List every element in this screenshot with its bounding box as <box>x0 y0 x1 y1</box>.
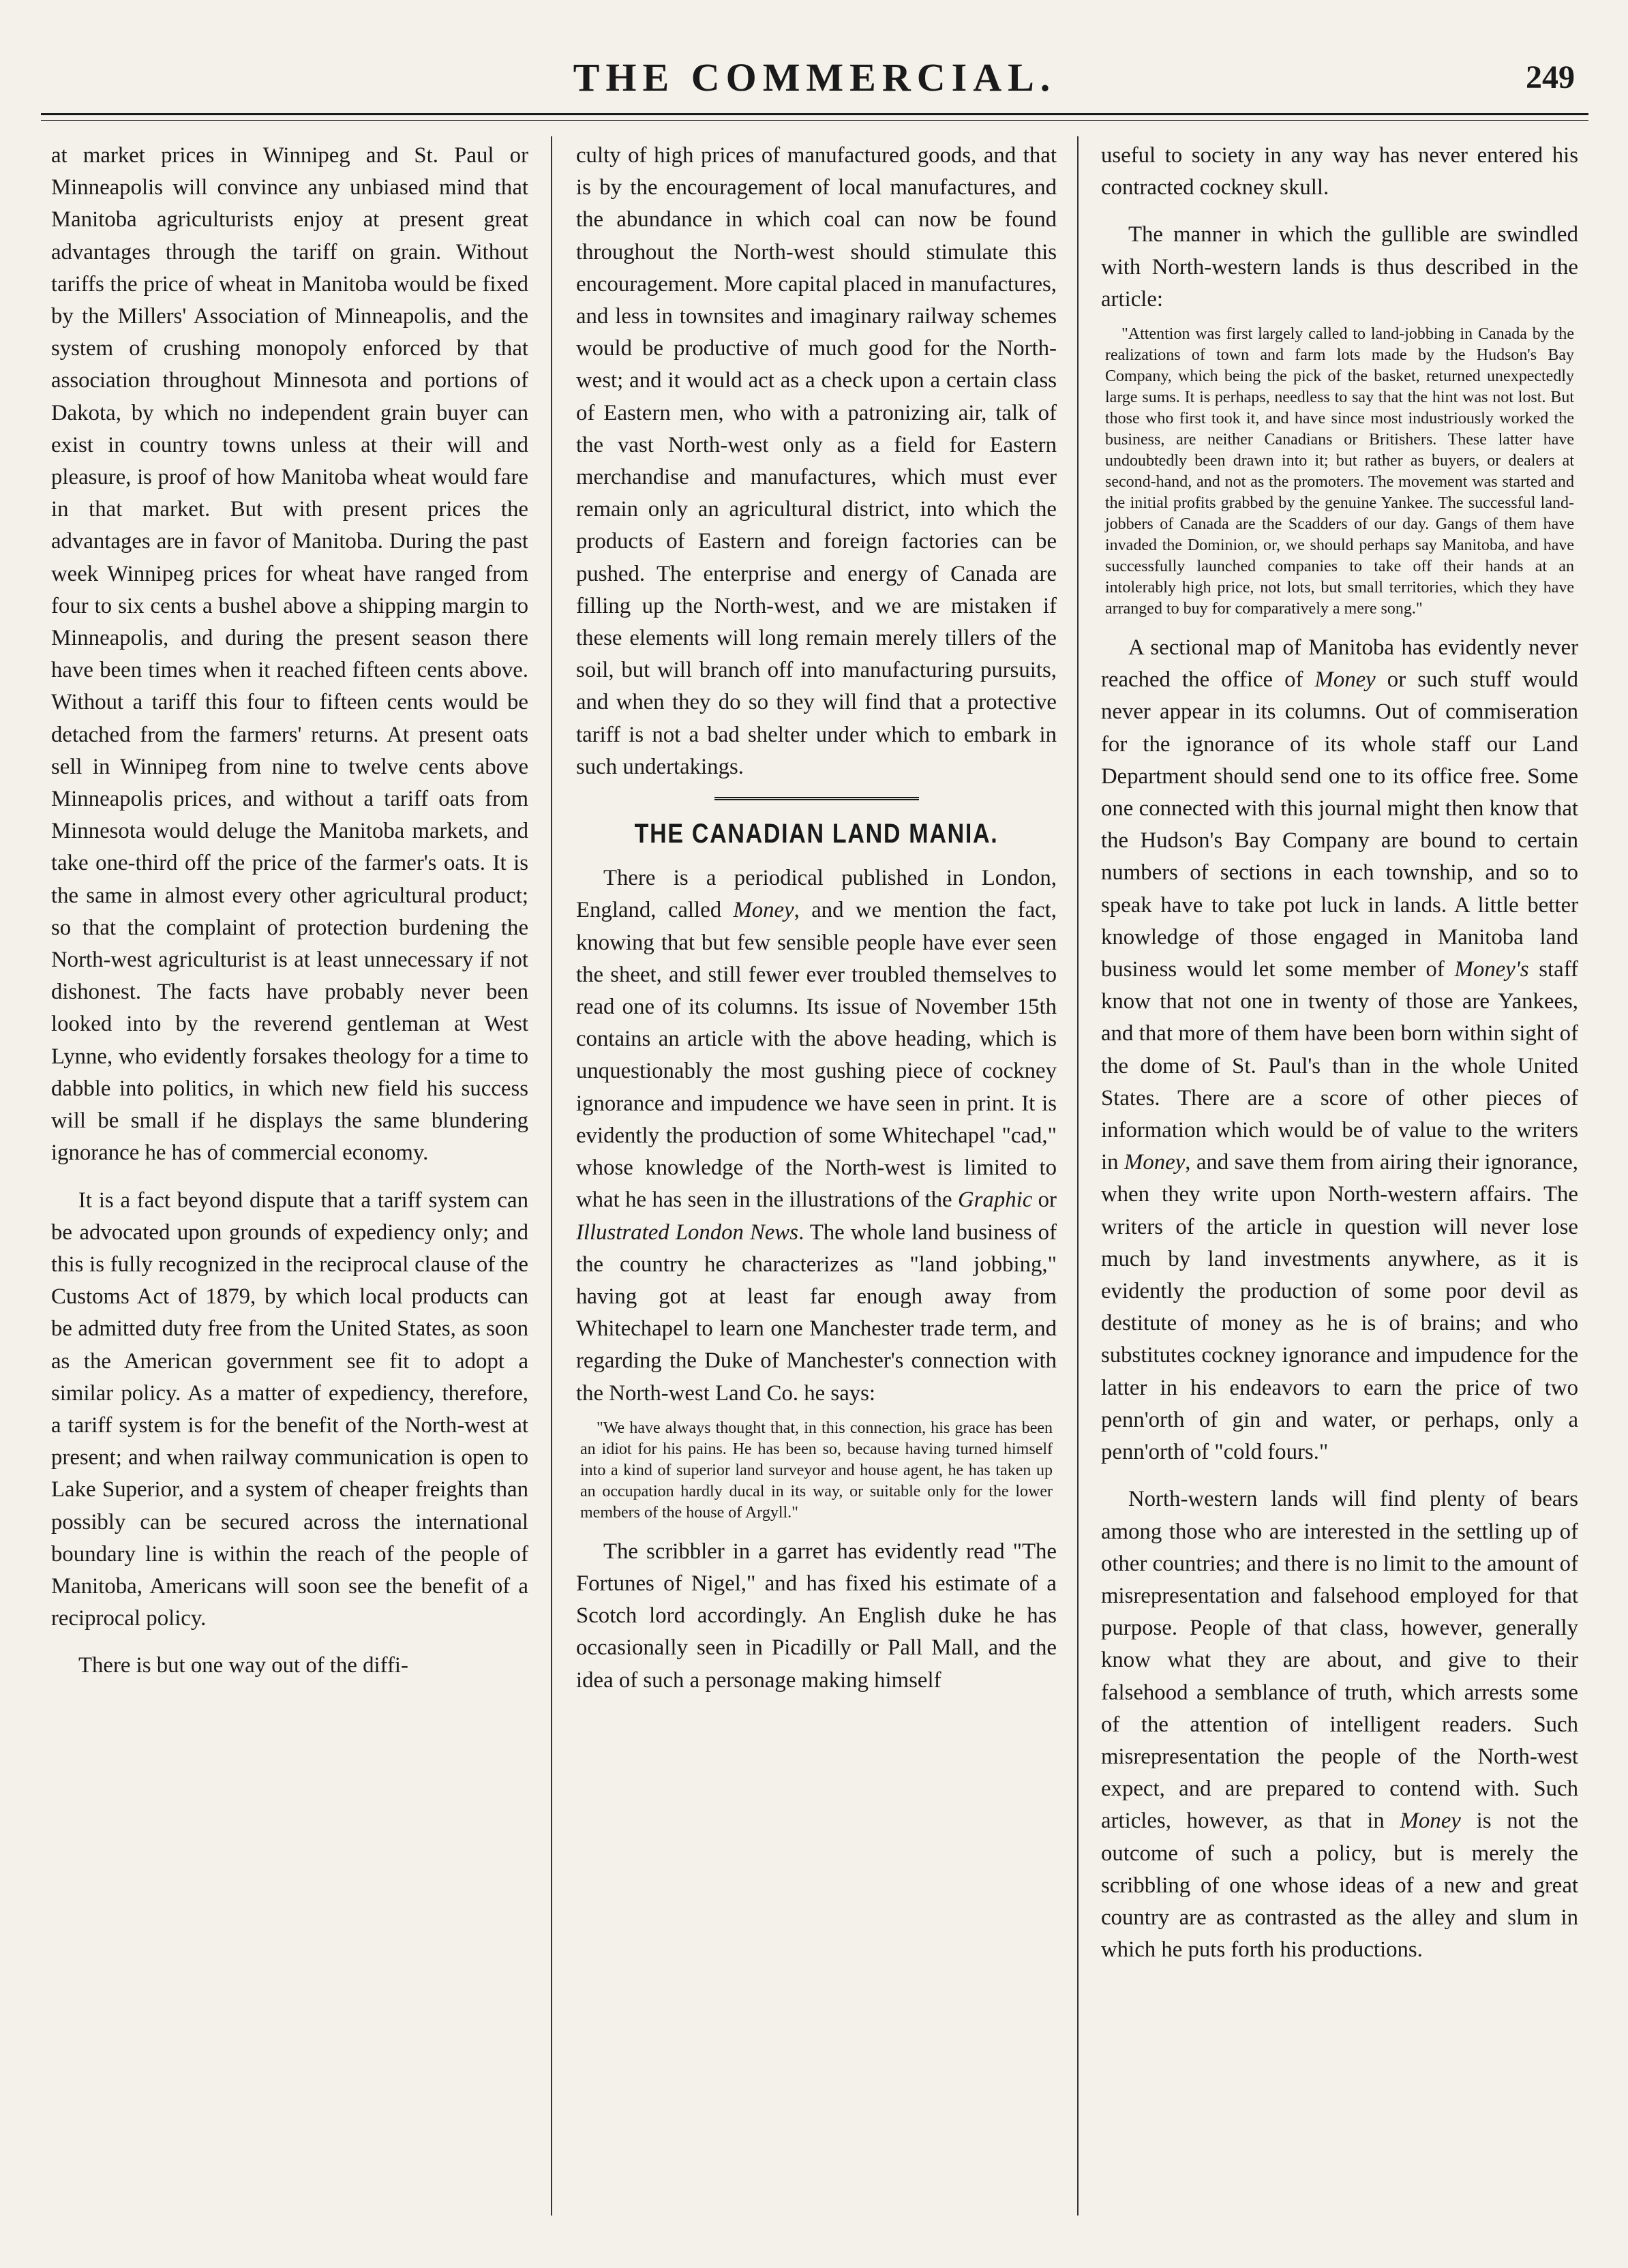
text-run: . The whole land business of the country he characterizes as "land jobbing," having got at least far enough away from Whitechapel to learn one Manchester trade term, and regarding the Duke of Manchester's connection with the North-west Land Co. he says: <box>576 1220 1057 1406</box>
text-run: or <box>1032 1188 1057 1213</box>
article-paragraph <box>576 862 1057 1409</box>
masthead <box>41 55 1588 130</box>
text-run: is not the outcome of such a policy, but is merely the scribbling of one whose ideas of a new and great country are as contrasted as the alley and slum in which he puts forth his productions. <box>1101 1809 1578 1963</box>
article-paragraph: There is but one way out of the diffi- <box>78 1653 408 1678</box>
text-run: North-western lands will find plenty of bears among those who are interested in the settling up of other countries; and there is no limit to the amount of misrepresentation and falsehood employed for that purpose. People of that class, however, generally know what they are about, and give to their falsehood a semblance of truth, which arrests some of the attention of intelligent readers. Such misrepresentation the people of the North-west expect, and are prepared to contend with. Such articles, however, as that in <box>1101 1487 1578 1834</box>
article-paragraph: at market prices in Winnipeg and St. Paul or Minneapolis will convince any unbiased mind that Manitoba agriculturists enjoy at present great advantages through the tariff on grain. Without tariffs the price of wheat in Manitoba would be fixed by the Millers' Association of Minneapolis, and the system of crushing monopoly enforced by that association throughout Minnesota and portions of Dakota, by which no independent grain buyer can exist in country towns unless at their will and pleasure, is proof of how Manitoba wheat would fare in that market. But with present prices the advantages are in favor of Manitoba. During the past week Winnipeg prices for wheat have ranged from four to six cents a bushel above a shipping margin to Minneapolis, and during the present season there have been times when it reached fifteen cents above. Without a tariff this four to fifteen cents would be detached from the farmers' returns. At present oats sell in Winnipeg from nine to twelve cents above Minneapolis prices, and without a tariff oats from Minnesota would deluge the Manitoba markets, and take one-third off the price of the farmer's oats. It is the same in almost every other agricultural product; so that the complaint of protection burdening the North-west agriculturist is at least unnecessary if not dishonest. The facts have probably never been looked into by the reverend gentleman at West Lynne, who evidently forsakes theology for a time to dabble into politics, in which new field his success will be small if he displays the same blundering ignorance he has of commercial economy. <box>51 143 528 1166</box>
text-run: or such stuff would never appear in its columns. Out of commiseration for the ignorance of its whole staff our Land Department should send one to its office free. Some one connected with this journal might then know that the Hudson's Bay Company are bound to certain numbers of sections in each township, and so to speak have to take pot luck in lands. A little better knowledge of those engaged in Manitoba land business would let some member of <box>1101 667 1578 982</box>
column-divider-1 <box>551 136 552 2216</box>
text-run: , and we mention the fact, knowing that but few sensible people have ever seen the sheet, and still fewer ever troubled themselves to read one of its columns. Its issue of November 15th contains an article with the above heading, which is unquestionably the most gushing piece of cockney ignorance and impudence we have seen in print. It is evidently the production of some Whitechapel "cad," whose knowledge of the North-west is limited to what he has seen in the illustrations of the <box>576 898 1057 1213</box>
column-3 <box>1101 140 1578 2212</box>
article-paragraph <box>1101 632 1578 1468</box>
publication-name: Money <box>1314 667 1376 693</box>
heading-rule <box>714 797 919 803</box>
article-paragraph: It is a fact beyond dispute that a tariff system can be advocated upon grounds of expediency only; and this is fully recognized in the reciprocal clause of the Customs Act of 1879, by which local products can be admitted duty free from the United States, as soon as the American government see fit to adopt a similar policy. As a matter of expediency, therefore, a tariff system is for the benefit of the North-west at present; and when railway communication is open to Lake Superior, and a system of cheaper freights than possibly can be secured across the international boundary line is within the reach of the people of Manitoba, Americans will soon see the benefit of a reciprocal policy. <box>51 1188 528 1631</box>
publication-name: Illustrated London News <box>576 1220 799 1245</box>
block-quote <box>1105 324 1574 620</box>
masthead-title: THE COMMERCIAL. <box>573 55 1057 100</box>
article-paragraph: useful to society in any way has never entered his contracted cockney skull. <box>1101 143 1578 200</box>
quote-text: "We have always thought that, in this connection, his grace has been an idiot for his pains. He has been so, because having turned himself into a kind of superior land surveyor and house agent, he has taken up an occupation hardly ducal in its way, or suitable only for the lower members of the house of Argyll." <box>580 1419 1053 1522</box>
masthead-rule-thick <box>41 113 1588 115</box>
page-number: 249 <box>1526 59 1575 95</box>
column-divider-2 <box>1077 136 1079 2216</box>
block-quote <box>580 1418 1053 1524</box>
newspaper-page <box>41 0 1588 2268</box>
article-paragraph: culty of high prices of manufactured goods, and that is by the encouragement of local manufactures, and the abundance in which coal can now be found throughout the North-west should stimulate this encouragement. More capital placed in manufactures, and less in townsites and imaginary railway schemes would be productive of much good for the North-west; and it would act as a check upon a certain class of Eastern men, who with a patronizing air, talk of the vast North-west only as a field for Eastern merchandise and manufactures, which must ever remain only an agricultural district, into which the products of Eastern and foreign factories can be pushed. The enterprise and energy of Canada are filling up the North-west, and we are mistaken if these elements will long remain merely tillers of the soil, but will branch off into manufacturing pursuits, and when they do so they will find that a protective tariff is not a bad shelter under which to embark in such undertakings. <box>576 143 1057 779</box>
publication-name: Money <box>1124 1150 1186 1175</box>
text-run: staff know that not one in twenty of those are Yankees, and that more of them have been born within sight of the dome of St. Paul's than in the whole United States. There are a score of other pieces of information which would be of value to the writers in <box>1101 957 1578 1175</box>
text-run: A sectional map of Manitoba has evidently never reached the office of <box>1101 635 1578 693</box>
article-paragraph <box>1101 1483 1578 1966</box>
masthead-rule-thin <box>41 120 1588 121</box>
publication-name: Money <box>733 898 794 923</box>
text-run: , and save them from airing their ignorance, when they write upon North-western affairs. The writers of the article in question will never lose much by land investments anywhere, as it is evidently the production of some poor devil as destitute of money as he is of brains; and who substitutes cockney ignorance and impudence for the latter in his endeavors to earn the price of two penn'orth of gin and water, or perhaps, only a penn'orth of "cold fours." <box>1101 1150 1578 1465</box>
article-heading-block <box>576 797 1057 850</box>
publication-name: Graphic <box>957 1188 1033 1213</box>
publication-name: Money <box>1400 1809 1461 1834</box>
publication-name: Money's <box>1454 957 1529 982</box>
article-paragraph: The scribbler in a garret has evidently read "The Fortunes of Nigel," and has fixed his estimate of a Scotch lord accordingly. An English duke he has occasionally seen in Picadilly or Pall Mall, and the idea of such a personage making himself <box>576 1539 1057 1693</box>
quote-text: "Attention was first largely called to land-jobbing in Canada by the realizations of town and farm lots made by the Hudson's Bay Company, which being the pick of the basket, returned unexpectedly large sums. It is perhaps, needless to say that the hint was not lost. But those who first took it, and have since most industriously worked the business, are neither Canadians or Britishers. These latter have undoubtedly been drawn into it; but rather as buyers, or dealers at second-hand, and not as the promoters. The movement was started and the initial profits grabbed by the genuine Yankee. The successful land-jobbers of Canada are the Scadders of our day. Gangs of them have invaded the Dominion, or, we should perhaps say Manitoba, and have successfully launched companies to take off their hands at an intolerably high price, not lots, but small territories, which they have arranged to buy for comparatively a mere song." <box>1105 325 1574 618</box>
column-2 <box>576 140 1057 2212</box>
text-run: There is a periodical published in London, England, called <box>576 866 1057 923</box>
column-1 <box>51 140 528 2212</box>
article-heading: THE CANADIAN LAND MANIA. <box>634 819 999 849</box>
article-paragraph: The manner in which the gullible are swindled with North-western lands is thus described in the article: <box>1101 222 1578 312</box>
